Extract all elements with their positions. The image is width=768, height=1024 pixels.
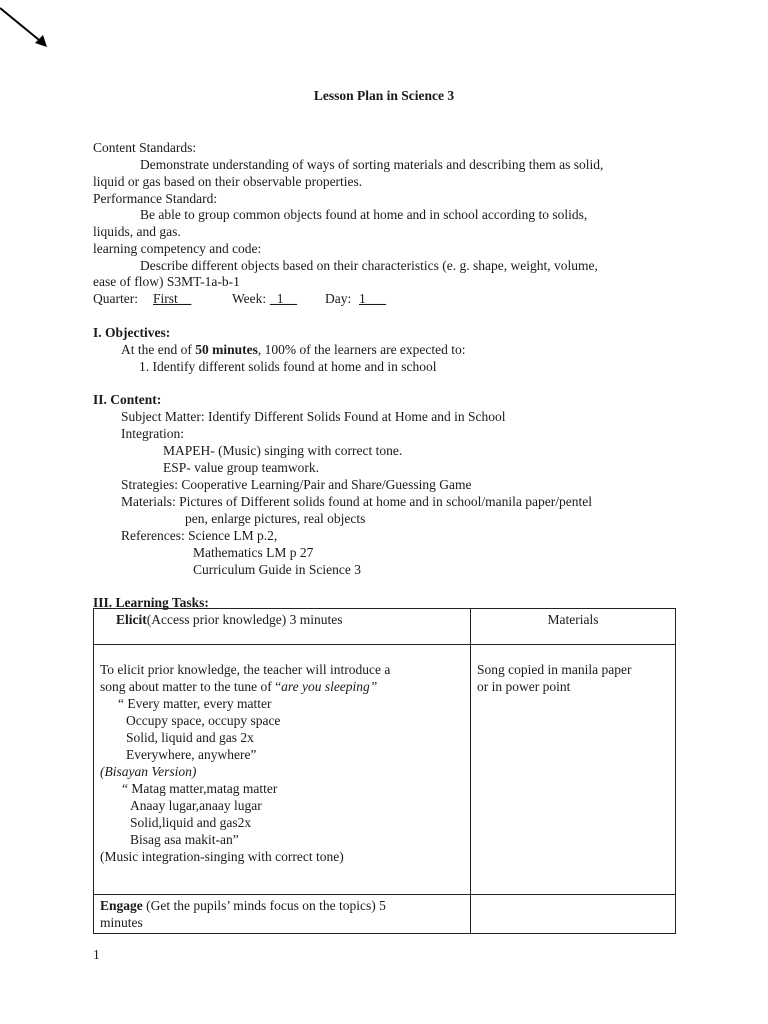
table-row [94, 609, 676, 645]
arrow-icon [0, 0, 60, 60]
performance-standard-label: Performance Standard: [93, 191, 218, 206]
day-value: 1___ [359, 291, 386, 306]
quarter-label: Quarter: [93, 291, 138, 306]
content-standards-text-2: liquid or gas based on their observable properties. [93, 174, 363, 189]
week-label: Week: [232, 291, 267, 306]
elicit-header-cell: Elicit(Access prior knowledge) 3 minutes [94, 609, 471, 645]
performance-standard-text-2: liquids, and gas. [93, 224, 181, 239]
integration-label: Integration: [121, 426, 184, 441]
integration-mapeh: MAPEH- (Music) singing with correct tone. [163, 443, 403, 458]
table-row [94, 895, 676, 934]
objectives-intro: At the end of 50 minutes, 100% of the learners are expected to: [121, 342, 466, 357]
objectives-heading: I. Objectives: [93, 325, 171, 340]
week-value: _1__ [270, 291, 297, 306]
subject-matter: Subject Matter: Identify Different Solids Found at Home and in School [121, 409, 506, 424]
table-row [94, 645, 676, 895]
learning-tasks-table [93, 608, 676, 934]
elicit-materials-cell: Song copied in manila paper or in power point [471, 645, 676, 895]
competency-text-2: ease of flow) S3MT-1a-b-1 [93, 274, 240, 289]
objective-item-1: 1. Identify different solids found at home and in school [139, 359, 437, 374]
references-line-3: Curriculum Guide in Science 3 [193, 562, 361, 577]
learning-tasks-heading: III. Learning Tasks: [93, 595, 209, 610]
content-standards-text-1: Demonstrate understanding of ways of sorting materials and describing them as solid, [140, 157, 604, 172]
materials-header-cell: Materials [471, 609, 676, 645]
references-line-1: References: Science LM p.2, [121, 528, 278, 543]
integration-esp: ESP- value group teamwork. [163, 460, 319, 475]
materials-line-1: Materials: Pictures of Different solids found at home and in school/manila paper/pentel [121, 494, 593, 509]
competency-text-1: Describe different objects based on their characteristics (e. g. shape, weight, volume, [140, 258, 598, 273]
competency-label: learning competency and code: [93, 241, 262, 256]
content-standards-label: Content Standards: [93, 140, 197, 155]
page-title: Lesson Plan in Science 3 [313, 88, 455, 103]
engage-cell: Engage (Get the pupils’ minds focus on the topics) 5 minutes [94, 895, 471, 934]
elicit-content-cell: To elicit prior knowledge, the teacher will introduce a song about matter to the tune of “are you sleeping” “ Every matter, every matter Occupy space, occupy space Solid, liquid and gas 2x Everywhere, anywhere” (Bisayan Version) “ Matag matter,matag matter Anaay lugar,anaay lugar Solid,liquid and gas2x Bisag asa makit-an” (Music integration-singing with correct tone) [94, 645, 471, 895]
content-heading: II. Content: [93, 392, 162, 407]
references-line-2: Mathematics LM p 27 [193, 545, 314, 560]
engage-materials-cell [471, 895, 676, 934]
materials-line-2: pen, enlarge pictures, real objects [185, 511, 366, 526]
day-label: Day: [325, 291, 352, 306]
strategies: Strategies: Cooperative Learning/Pair and Share/Guessing Game [121, 477, 472, 492]
quarter-value: First__ [153, 291, 192, 306]
page-number: 1 [93, 947, 100, 962]
performance-standard-text-1: Be able to group common objects found at home and in school according to solids, [140, 207, 588, 222]
